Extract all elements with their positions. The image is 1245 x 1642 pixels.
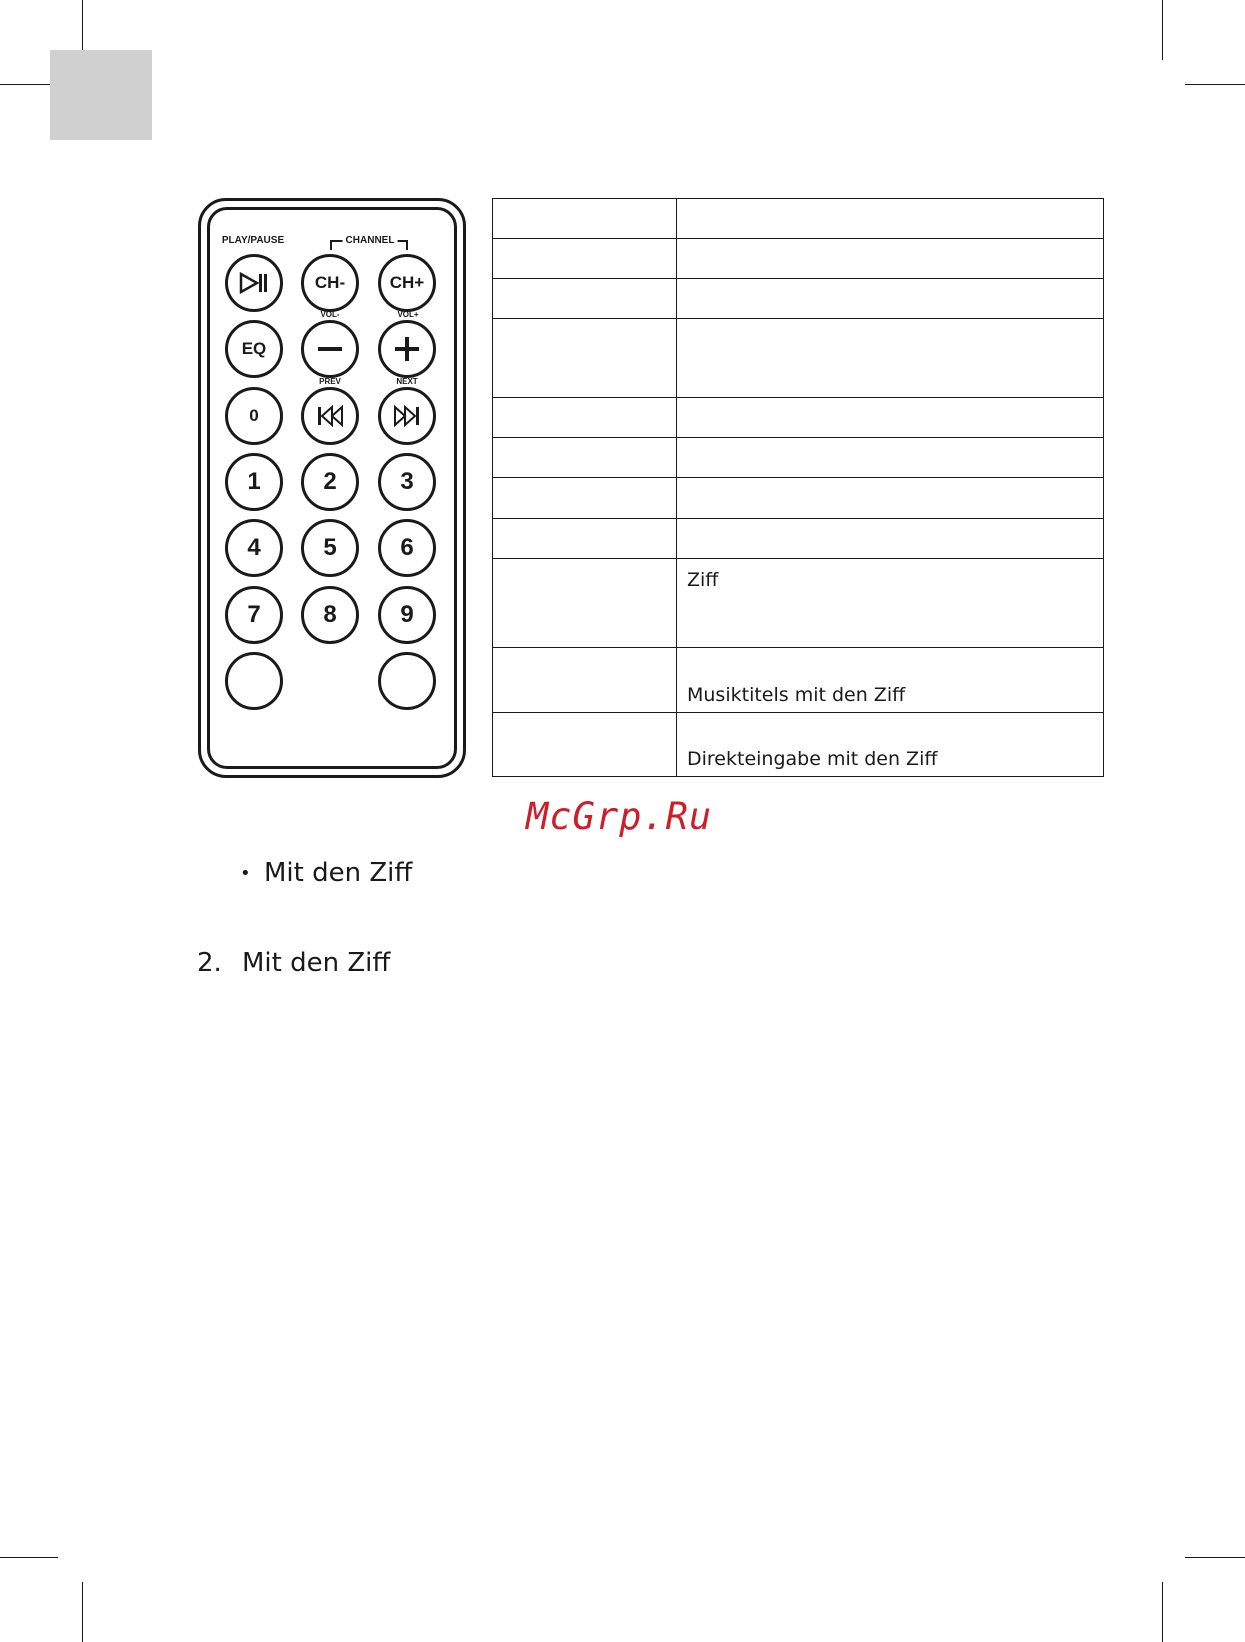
table-row [493, 478, 1104, 519]
table-row [493, 239, 1104, 279]
skip-forward-icon [393, 405, 421, 427]
channel-minus-button[interactable]: CH- [301, 254, 359, 312]
play-pause-button[interactable] [225, 254, 283, 312]
blank-left-button[interactable] [225, 652, 283, 710]
page-tab-marker [50, 50, 152, 140]
table-cell-key [493, 559, 677, 648]
vol-minus-label: VOL- [320, 310, 340, 319]
table-cell-key [493, 199, 677, 239]
volume-up-button[interactable] [378, 320, 436, 378]
item-number: 2. [197, 948, 222, 978]
digit-5-button[interactable]: 5 [301, 519, 359, 577]
watermark-logo: McGrp.Ru [526, 795, 713, 838]
crop-mark-bottom-right-horizontal [1185, 1557, 1245, 1558]
crop-mark-bottom-right-vertical [1162, 1582, 1163, 1642]
next-label: NEXT [396, 377, 418, 386]
crop-mark-top-right-vertical [1162, 0, 1163, 60]
blank-right-button[interactable] [378, 652, 436, 710]
bullet-text: Mit den Ziff [264, 858, 413, 888]
vol-plus-label: VOL+ [397, 310, 419, 319]
next-track-button[interactable] [378, 387, 436, 445]
channel-plus-button[interactable]: CH+ [378, 254, 436, 312]
table-cell-key [493, 398, 677, 438]
table-cell-description: Musiktitels mit den Ziff [677, 648, 1104, 713]
bullet-marker: • [240, 863, 251, 884]
table-row [493, 398, 1104, 438]
table-row [493, 279, 1104, 319]
digit-8-button[interactable]: 8 [301, 586, 359, 644]
numbered-list-item [197, 948, 390, 978]
table-cell-description [677, 239, 1104, 279]
crop-mark-top-left-horizontal [0, 84, 50, 85]
table-cell-description [677, 438, 1104, 478]
table-cell-description [677, 519, 1104, 559]
minus-icon [317, 336, 343, 362]
play-pause-label: PLAY/PAUSE [221, 235, 285, 246]
table-cell-description [677, 398, 1104, 438]
digit-6-button[interactable]: 6 [378, 519, 436, 577]
table-row [493, 199, 1104, 239]
table-row [493, 438, 1104, 478]
digit-4-button[interactable]: 4 [225, 519, 283, 577]
bullet-list-item [240, 858, 412, 888]
table-cell-key [493, 648, 677, 713]
table-cell-description [677, 279, 1104, 319]
volume-down-button[interactable] [301, 320, 359, 378]
table-cell-key [493, 713, 677, 777]
crop-mark-bottom-left-horizontal [0, 1557, 58, 1558]
channel-label: CHANNEL [343, 235, 398, 246]
play-pause-icon [239, 272, 269, 294]
table-row [493, 648, 1104, 713]
table-cell-key [493, 478, 677, 519]
prev-label: PREV [319, 377, 341, 386]
digit-1-button[interactable]: 1 [225, 453, 283, 511]
table-row [493, 559, 1104, 648]
skip-back-icon [316, 405, 344, 427]
table-cell-key [493, 438, 677, 478]
item-text: Mit den Ziff [242, 948, 391, 978]
table-row [493, 713, 1104, 777]
table-cell-description: Direkteingabe mit den Ziff [677, 713, 1104, 777]
digit-2-button[interactable]: 2 [301, 453, 359, 511]
table-row [493, 319, 1104, 398]
table-cell-key [493, 239, 677, 279]
digit-9-button[interactable]: 9 [378, 586, 436, 644]
table-cell-key [493, 519, 677, 559]
table-cell-description [677, 199, 1104, 239]
table-cell-description [677, 319, 1104, 398]
remote-control-illustration [198, 198, 466, 778]
crop-mark-bottom-left-vertical [82, 1582, 83, 1642]
eq-button[interactable]: EQ [225, 320, 283, 378]
table-cell-key [493, 279, 677, 319]
crop-mark-top-left-vertical [82, 0, 83, 50]
digit-3-button[interactable]: 3 [378, 453, 436, 511]
table-cell-description: Ziff [677, 559, 1104, 648]
table-cell-key [493, 319, 677, 398]
digit-7-button[interactable]: 7 [225, 586, 283, 644]
table-row [493, 519, 1104, 559]
table-cell-description [677, 478, 1104, 519]
digit-0-button[interactable]: 0 [225, 387, 283, 445]
key-description-table [492, 198, 1104, 777]
crop-mark-top-right-horizontal [1185, 84, 1245, 85]
previous-track-button[interactable] [301, 387, 359, 445]
plus-icon [394, 336, 420, 362]
